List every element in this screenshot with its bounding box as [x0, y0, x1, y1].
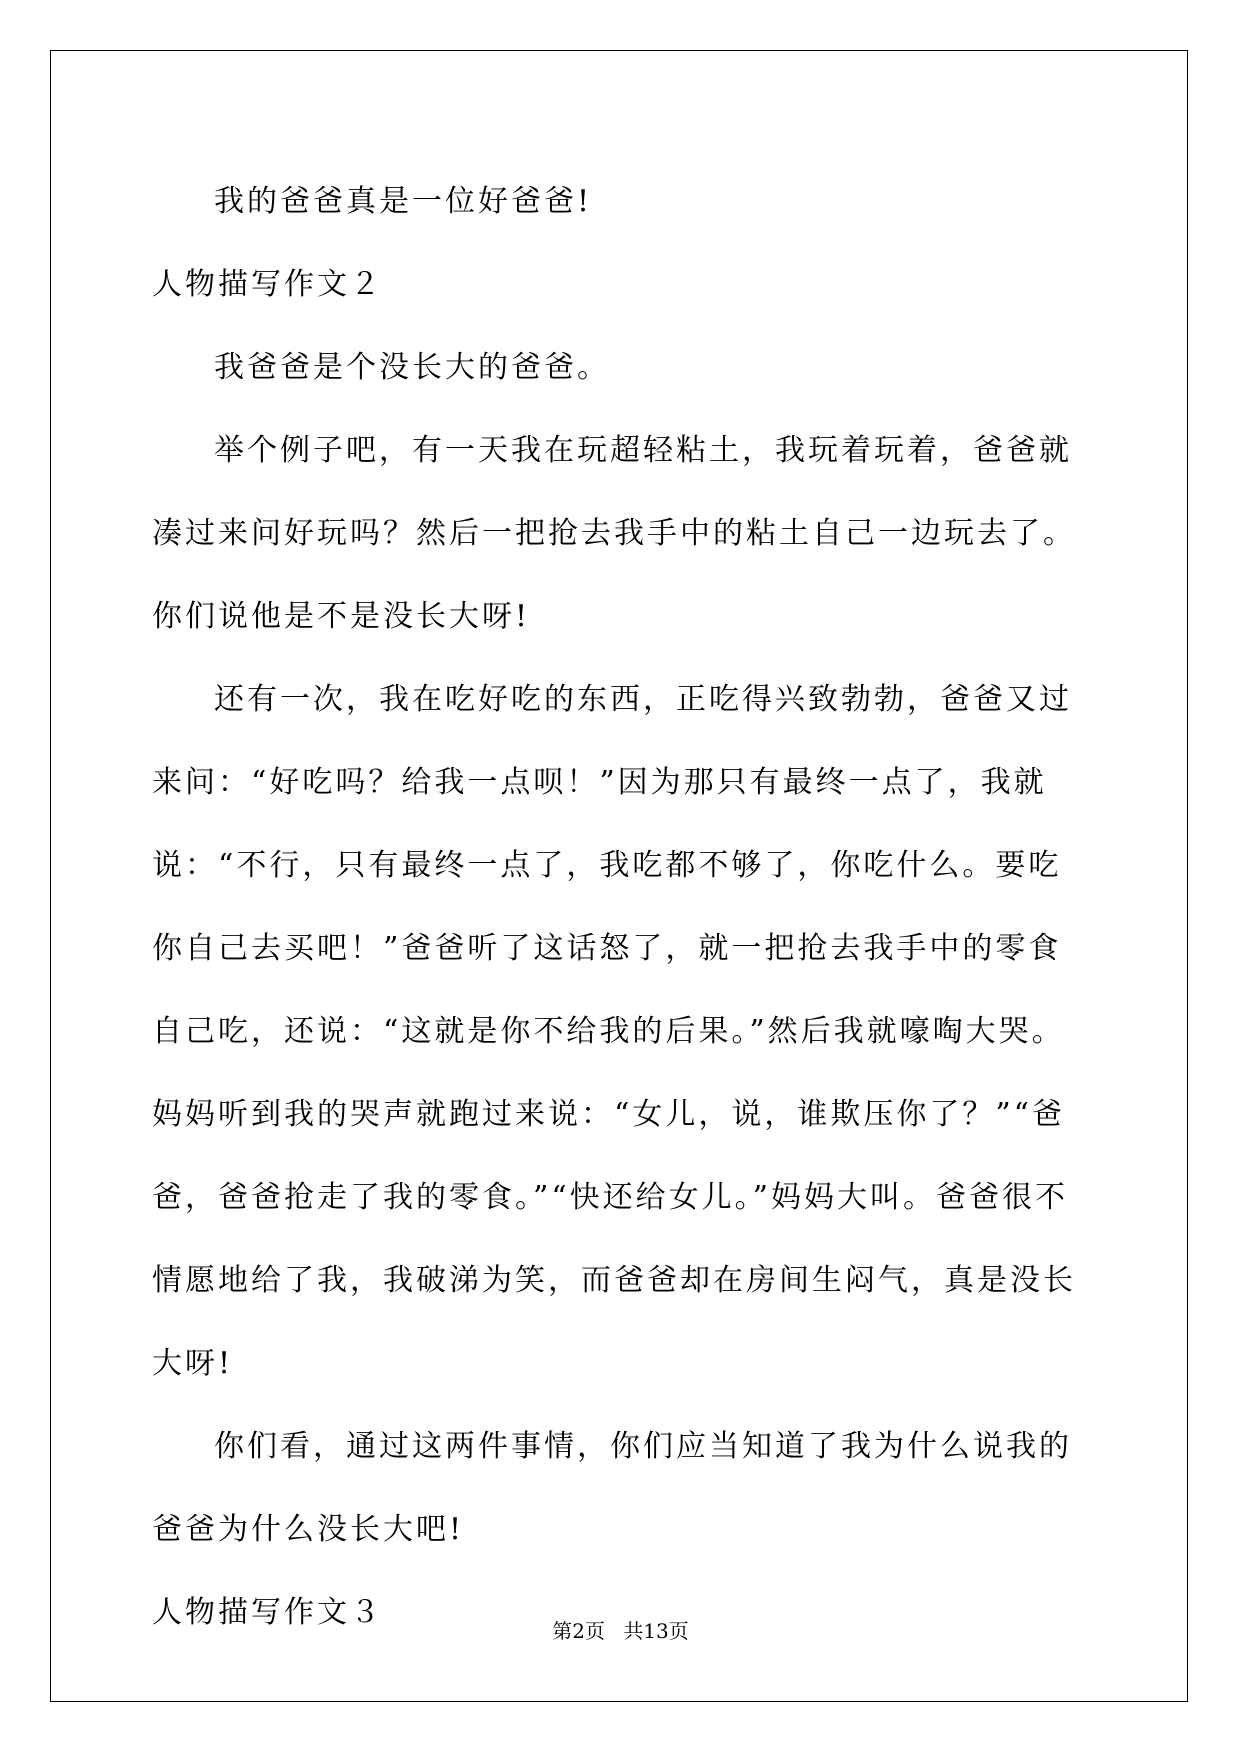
total-pages: 共13页 — [623, 1619, 689, 1643]
page-footer — [0, 1615, 1241, 1644]
section-heading-2: 人物描写作文２ — [152, 267, 383, 302]
paragraph-conclusion: 你们看，通过这两件事情，你们应当知道了我为什么说我的爸爸为什么没长大吧! — [152, 1429, 1072, 1547]
paragraph-closing: 我的爸爸真是一位好爸爸! — [214, 184, 593, 219]
paragraph-example-clay: 举个例子吧，有一天我在玩超轻粘土，我玩着玩着，爸爸就凑过来问好玩吗？然后一把抢去我手中的粘土自己一边玩去了。你们说他是不是没长大呀! — [152, 433, 1076, 634]
paragraph-intro: 我爸爸是个没长大的爸爸。 — [214, 350, 610, 385]
section-heading-3: 人物描写作文３ — [152, 1595, 383, 1630]
current-page-number: 第2页 — [552, 1619, 605, 1643]
document-body — [152, 160, 1092, 1654]
paragraph-example-snack: 还有一次，我在吃好吃的东西，正吃得兴致勃勃，爸爸又过来问：“好吃吗？给我一点呗！”因为那只有最终一点了，我就说：“不行，只有最终一点了，我吃都不够了，你吃什么。要吃你自己去买吧！”爸爸听了这话怒了，就一把抢去我手中的零食自己吃，还说：“这就是你不给我的后果。”然后我就嚎啕大哭。妈妈听到我的哭声就跑过来说：“女儿，说，谁欺压你了？”“爸爸，爸爸抢走了我的零食。”“快还给女儿。”妈妈大叫。爸爸很不情愿地给了我，我破涕为笑，而爸爸却在房间生闷气，真是没长大呀! — [152, 682, 1076, 1381]
